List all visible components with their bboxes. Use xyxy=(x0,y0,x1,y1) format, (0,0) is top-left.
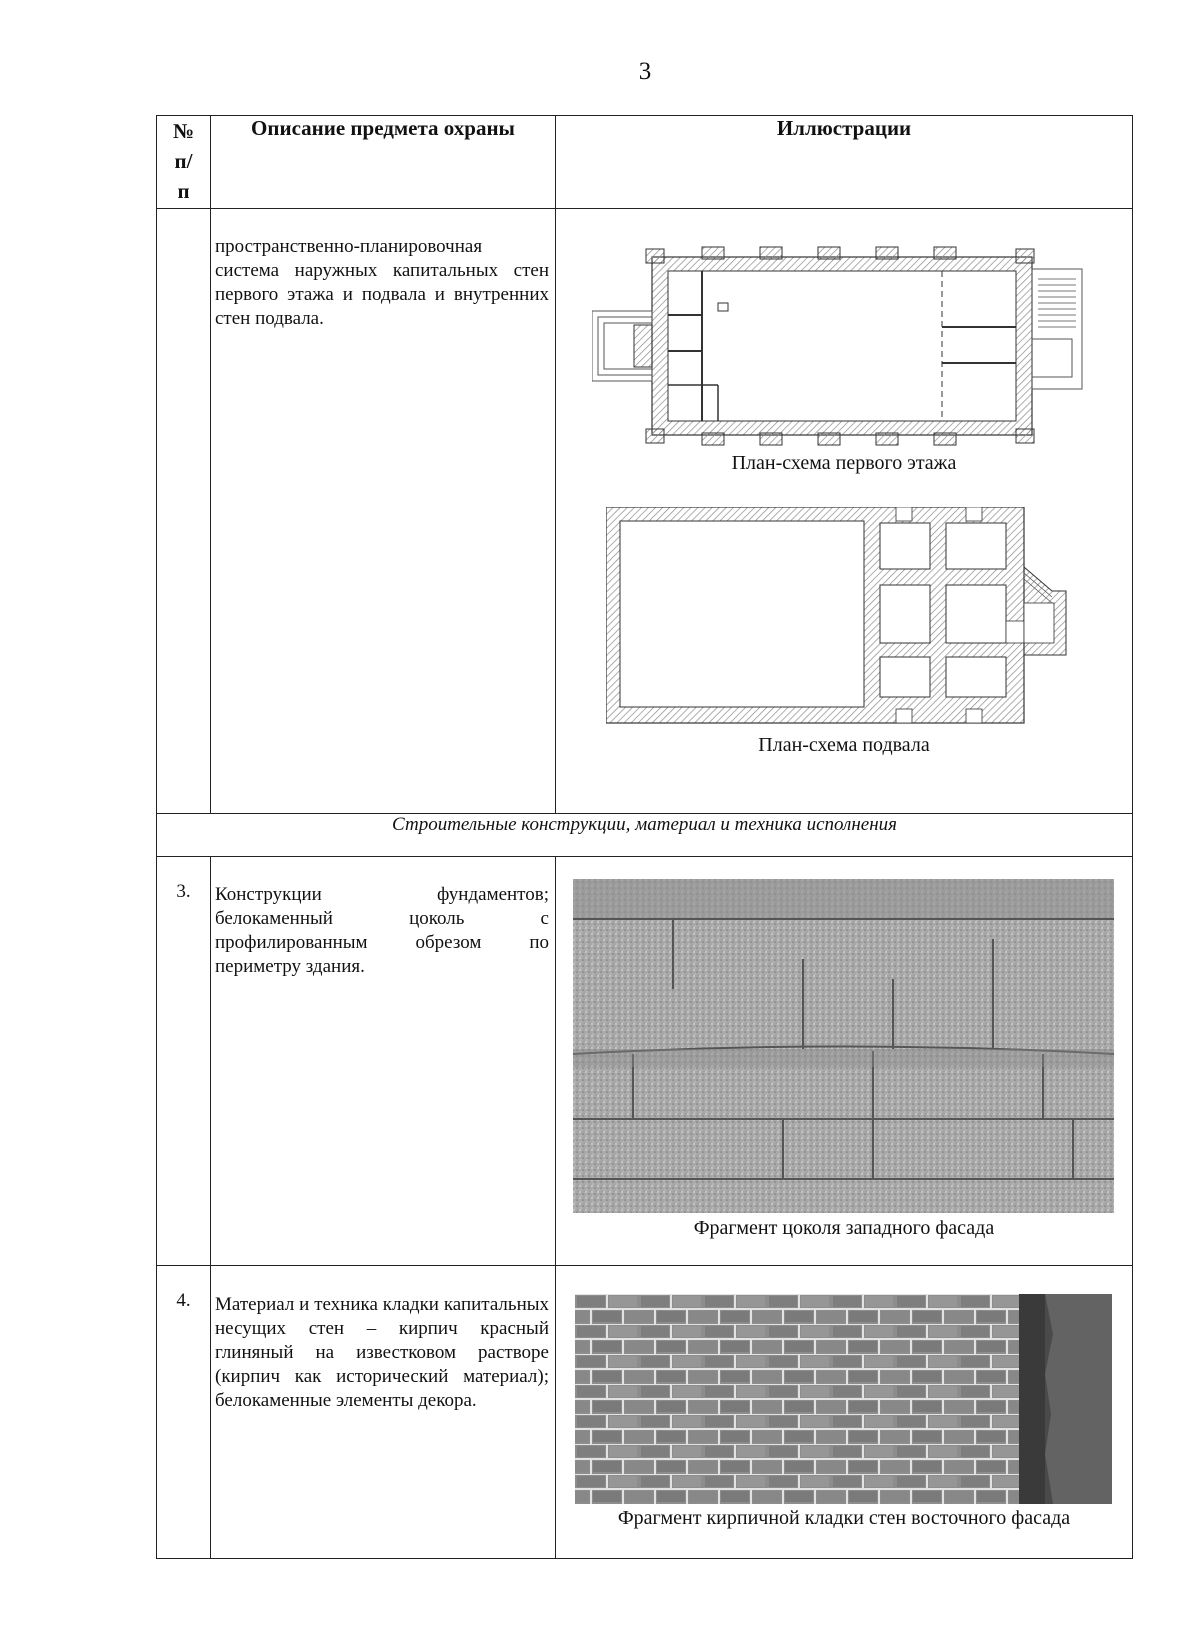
row-4-illustrations xyxy=(556,1266,1133,1559)
header-number-line-2: п/ xyxy=(174,149,193,173)
header-number-line-1: № xyxy=(172,119,195,143)
header-illustrations: Иллюстрации xyxy=(556,116,1133,209)
first-floor-plan-caption: План-схема первого этажа xyxy=(731,452,957,474)
row-plan-illustrations xyxy=(556,209,1133,814)
basement-plan-drawing xyxy=(606,507,1086,727)
table-row-4 xyxy=(157,1266,1133,1559)
protection-subject-table xyxy=(156,115,1133,1559)
page-number: 3 xyxy=(638,58,652,85)
plinth-photo-caption: Фрагмент цоколя западного фасада xyxy=(693,1217,995,1239)
row-4-number: 4. xyxy=(157,1266,211,1559)
section-row xyxy=(157,814,1133,857)
plinth-photo xyxy=(573,879,1114,1213)
row-3-illustrations xyxy=(556,857,1133,1266)
table-row-3 xyxy=(157,857,1133,1266)
row-plan-number xyxy=(157,209,211,814)
row-plan-description: пространственно-планировочная система наружных капитальных стен первого этажа и подвала и внутренних стен подвала. xyxy=(211,209,556,814)
section-title: Строительные конструкции, материал и техника исполнения xyxy=(157,814,1133,857)
row-3-description: Конструкции фундаментов; белокаменный цоколь с профилированным обрезом по периметру здания. xyxy=(211,857,556,1266)
table-header-row xyxy=(157,116,1133,209)
header-number xyxy=(157,116,211,209)
row-4-description: Материал и техника кладки капитальных несущих стен – кирпич красный глиняный на известковом растворе (кирпич как исторический материал); белокаменные элементы декора. xyxy=(211,1266,556,1559)
brickwork-photo-caption: Фрагмент кирпичной кладки стен восточного фасада xyxy=(617,1507,1071,1529)
header-number-line-3: п xyxy=(177,179,190,203)
first-floor-plan-drawing xyxy=(592,239,1092,451)
brickwork-photo xyxy=(575,1294,1112,1504)
row-3-number: 3. xyxy=(157,857,211,1266)
header-description: Описание предмета охраны xyxy=(211,116,556,209)
table-row-plan xyxy=(157,209,1133,814)
basement-plan-caption: План-схема подвала xyxy=(758,734,930,756)
